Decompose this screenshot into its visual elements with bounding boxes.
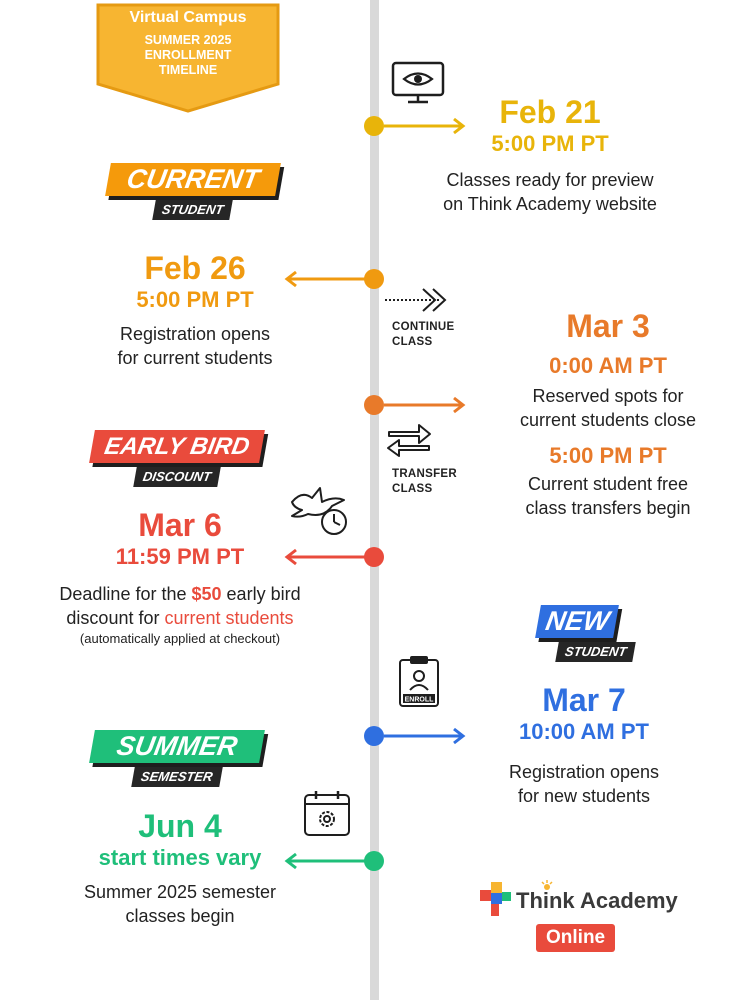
feb26-dot	[364, 269, 384, 289]
tag-sub-wrap	[92, 467, 262, 487]
event-description	[20, 606, 340, 630]
event-description: Classes ready for preview	[446, 170, 654, 190]
continue-class-label	[392, 320, 454, 350]
event-description: for current students	[117, 348, 273, 368]
transfer-class-label	[392, 467, 457, 497]
desc-amount: $50	[191, 584, 222, 604]
event-date: Mar 6	[138, 507, 222, 543]
tag-main: SUMMER	[89, 730, 265, 763]
summer-semester-tag	[92, 730, 262, 787]
timeline-line	[370, 0, 379, 1000]
mar3-event	[478, 308, 738, 520]
event-date: Feb 26	[144, 250, 246, 286]
header-subtitle-line: TIMELINE	[158, 63, 218, 77]
tag-sub: SEMESTER	[131, 767, 222, 787]
enroll-icon-text: ENROLL	[404, 696, 434, 704]
current-student-tag	[108, 163, 278, 220]
event-time: 5:00 PM PT	[549, 443, 667, 468]
event-time: start times vary	[98, 845, 262, 870]
event-date: Jun 4	[138, 808, 222, 844]
tag-sub-wrap	[92, 767, 262, 787]
event-time: 5:00 PM PT	[491, 131, 609, 156]
continue-arrow-icon	[385, 286, 455, 314]
mar7-arrow	[384, 727, 468, 745]
jun4-event	[60, 808, 300, 928]
event-time: 5:00 PM PT	[136, 287, 254, 312]
mar6-arrow	[282, 548, 366, 566]
mar6-dot	[364, 547, 384, 567]
tag-main: EARLY BIRD	[89, 430, 265, 463]
mar7-dot	[364, 726, 384, 746]
event-time: 0:00 AM PT	[549, 353, 667, 378]
logo-mark-icon	[480, 880, 514, 924]
think-academy-logo	[480, 880, 690, 960]
event-date: Feb 21	[499, 94, 601, 130]
jun4-arrow	[282, 852, 366, 870]
feb21-event	[420, 94, 680, 216]
event-description: on Think Academy website	[443, 194, 657, 214]
header-subtitle	[95, 33, 281, 78]
tag-main: CURRENT	[105, 163, 281, 196]
header-subtitle-line: ENROLLMENT	[144, 48, 232, 62]
early-bird-tag	[92, 430, 262, 487]
event-description: Reserved spots for	[532, 386, 684, 406]
event-description: Registration opens	[508, 762, 660, 782]
header-subtitle-line: SUMMER 2025	[144, 33, 232, 47]
desc-highlight: current students	[164, 608, 294, 628]
mar6-event-header	[80, 507, 280, 571]
jun4-dot	[364, 851, 384, 871]
label-line: CLASS	[392, 336, 433, 348]
header-badge-text	[95, 8, 281, 78]
event-date: Mar 3	[566, 308, 650, 344]
event-description: class transfers begin	[525, 498, 691, 518]
tag-sub-wrap	[538, 642, 634, 662]
tag-main: NEW	[535, 605, 619, 638]
enroll-clipboard-icon	[398, 654, 440, 708]
label-line: CLASS	[392, 483, 433, 495]
event-note: (automatically applied at checkout)	[79, 631, 281, 646]
event-description: Current student free	[527, 474, 689, 494]
event-description: current students close	[519, 410, 697, 430]
event-date: Mar 7	[542, 682, 626, 718]
calendar-gear-icon	[302, 788, 352, 838]
desc-text: Deadline for the	[59, 584, 192, 604]
tag-sub-wrap	[108, 200, 278, 220]
event-time: 10:00 AM PT	[518, 719, 649, 744]
mar3-dot	[364, 395, 384, 415]
desc-text: early bird	[221, 584, 301, 604]
logo-name: Think Academy	[516, 888, 678, 913]
logo-online-badge: Online	[536, 924, 615, 952]
mar6-event-desc	[20, 582, 340, 648]
label-line: TRANSFER	[392, 468, 458, 480]
event-description: Summer 2025 semester	[83, 882, 277, 902]
bird-clock-icon	[288, 484, 352, 538]
event-description: for new students	[517, 786, 651, 806]
mar7-event	[454, 682, 714, 808]
desc-text: discount for	[66, 608, 165, 628]
tag-sub: STUDENT	[153, 200, 234, 220]
feb26-event	[70, 250, 320, 370]
transfer-arrows-icon	[385, 418, 433, 458]
event-description: Registration opens	[119, 324, 271, 344]
event-time: 11:59 PM PT	[115, 544, 245, 569]
event-description: classes begin	[125, 906, 235, 926]
header-title: Virtual Campus	[129, 9, 247, 26]
feb21-dot	[364, 116, 384, 136]
tag-sub: DISCOUNT	[133, 467, 220, 487]
new-student-tag	[538, 605, 634, 662]
mar3-arrow	[384, 396, 468, 414]
tag-sub: STUDENT	[555, 642, 636, 662]
event-description	[20, 582, 340, 606]
label-line: CONTINUE	[392, 321, 455, 333]
